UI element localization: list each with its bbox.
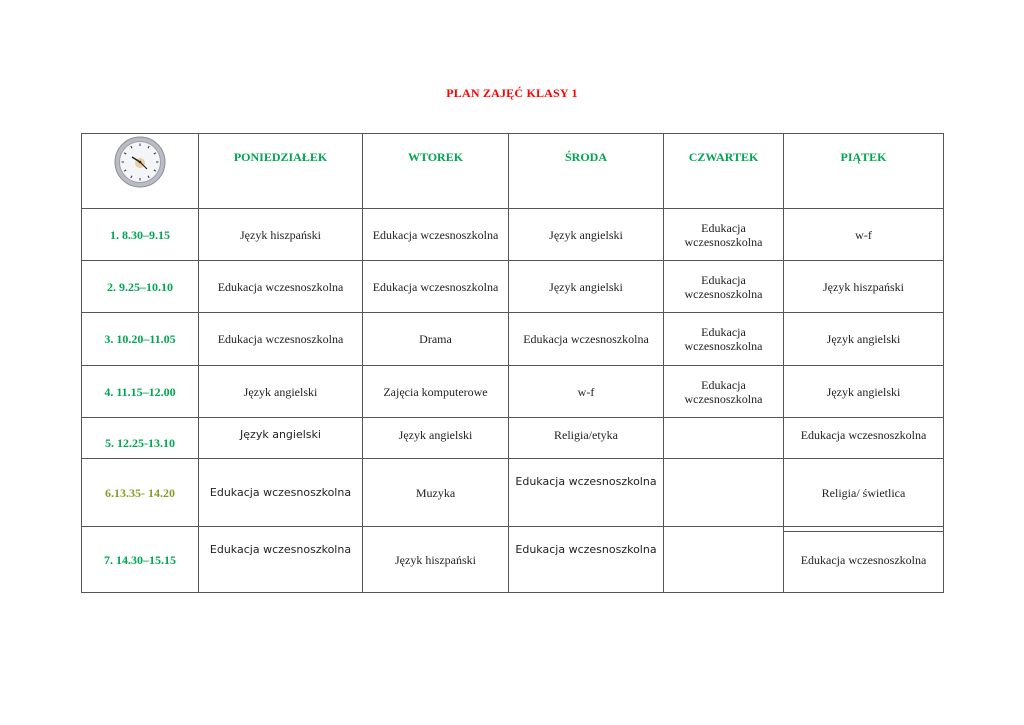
table-row [82, 418, 944, 459]
lesson-cell: Muzyka [363, 459, 509, 527]
lesson-cell: Edukacja wczesnoszkolna [363, 209, 509, 261]
lesson-cell: Język hiszpański [784, 261, 944, 313]
lesson-cell: Edukacja wczesnoszkolna [664, 313, 784, 366]
header-row [82, 134, 944, 209]
lesson-cell: Edukacja wczesnoszkolna [664, 261, 784, 313]
lesson-cell: Edukacja wczesnoszkolna [199, 261, 363, 313]
lesson-time: 6.13.35- 14.20 [82, 459, 199, 527]
lesson-cell: Religia/etyka [509, 418, 664, 459]
lesson-cell: Edukacja wczesnoszkolna [199, 459, 363, 527]
lesson-cell: Język angielski [509, 261, 664, 313]
header-day-thursday: CZWARTEK [664, 134, 784, 209]
lesson-cell: Edukacja wczesnoszkolna [509, 459, 664, 527]
lesson-cell: Język angielski [784, 366, 944, 418]
lesson-cell: Religia/ świetlica [784, 459, 944, 527]
header-day-wednesday: ŚRODA [509, 134, 664, 209]
lesson-cell: Język angielski [199, 366, 363, 418]
lesson-cell: Język angielski [199, 418, 363, 459]
lesson-cell: Język hiszpański [363, 527, 509, 593]
lesson-cell: Edukacja wczesnoszkolna [199, 527, 363, 593]
header-day-tuesday: WTOREK [363, 134, 509, 209]
lesson-cell [664, 527, 784, 593]
table-row [82, 209, 944, 261]
timetable [81, 133, 944, 593]
table-row [82, 459, 944, 527]
header-day-friday: PIĄTEK [784, 134, 944, 209]
lesson-time: 7. 14.30–15.15 [82, 527, 199, 593]
lesson-time: 5. 12.25-13.10 [82, 418, 199, 459]
lesson-cell: Edukacja wczesnoszkolna [664, 366, 784, 418]
lesson-cell: Drama [363, 313, 509, 366]
lesson-time: 3. 10.20–11.05 [82, 313, 199, 366]
lesson-cell: Edukacja wczesnoszkolna [363, 261, 509, 313]
lesson-cell: Język angielski [784, 313, 944, 366]
lesson-cell: Język hiszpański [199, 209, 363, 261]
lesson-cell-split [784, 527, 944, 593]
cell-divider [784, 531, 943, 532]
clock-cell [82, 134, 199, 209]
lesson-cell: Edukacja wczesnoszkolna [664, 209, 784, 261]
header-day-monday: PONIEDZIAŁEK [199, 134, 363, 209]
wall-clock-icon [114, 136, 166, 188]
lesson-cell: Zajęcia komputerowe [363, 366, 509, 418]
lesson-time: 4. 11.15–12.00 [82, 366, 199, 418]
lesson-cell [664, 459, 784, 527]
lesson-cell: Edukacja wczesnoszkolna [199, 313, 363, 366]
lesson-time: 2. 9.25–10.10 [82, 261, 199, 313]
lesson-cell: w-f [509, 366, 664, 418]
table-row [82, 261, 944, 313]
lesson-cell: Język angielski [363, 418, 509, 459]
lesson-cell: w-f [784, 209, 944, 261]
page-title: PLAN ZAJĘĆ KLASY 1 [446, 86, 578, 100]
lesson-cell-text: Edukacja wczesnoszkolna [800, 552, 927, 567]
table-row [82, 527, 944, 593]
lesson-cell: Język angielski [509, 209, 664, 261]
lesson-cell [664, 418, 784, 459]
lesson-cell: Edukacja wczesnoszkolna [784, 418, 944, 459]
lesson-cell: Edukacja wczesnoszkolna [509, 527, 664, 593]
table-row [82, 366, 944, 418]
lesson-time: 1. 8.30–9.15 [82, 209, 199, 261]
table-row [82, 313, 944, 366]
lesson-cell: Edukacja wczesnoszkolna [509, 313, 664, 366]
